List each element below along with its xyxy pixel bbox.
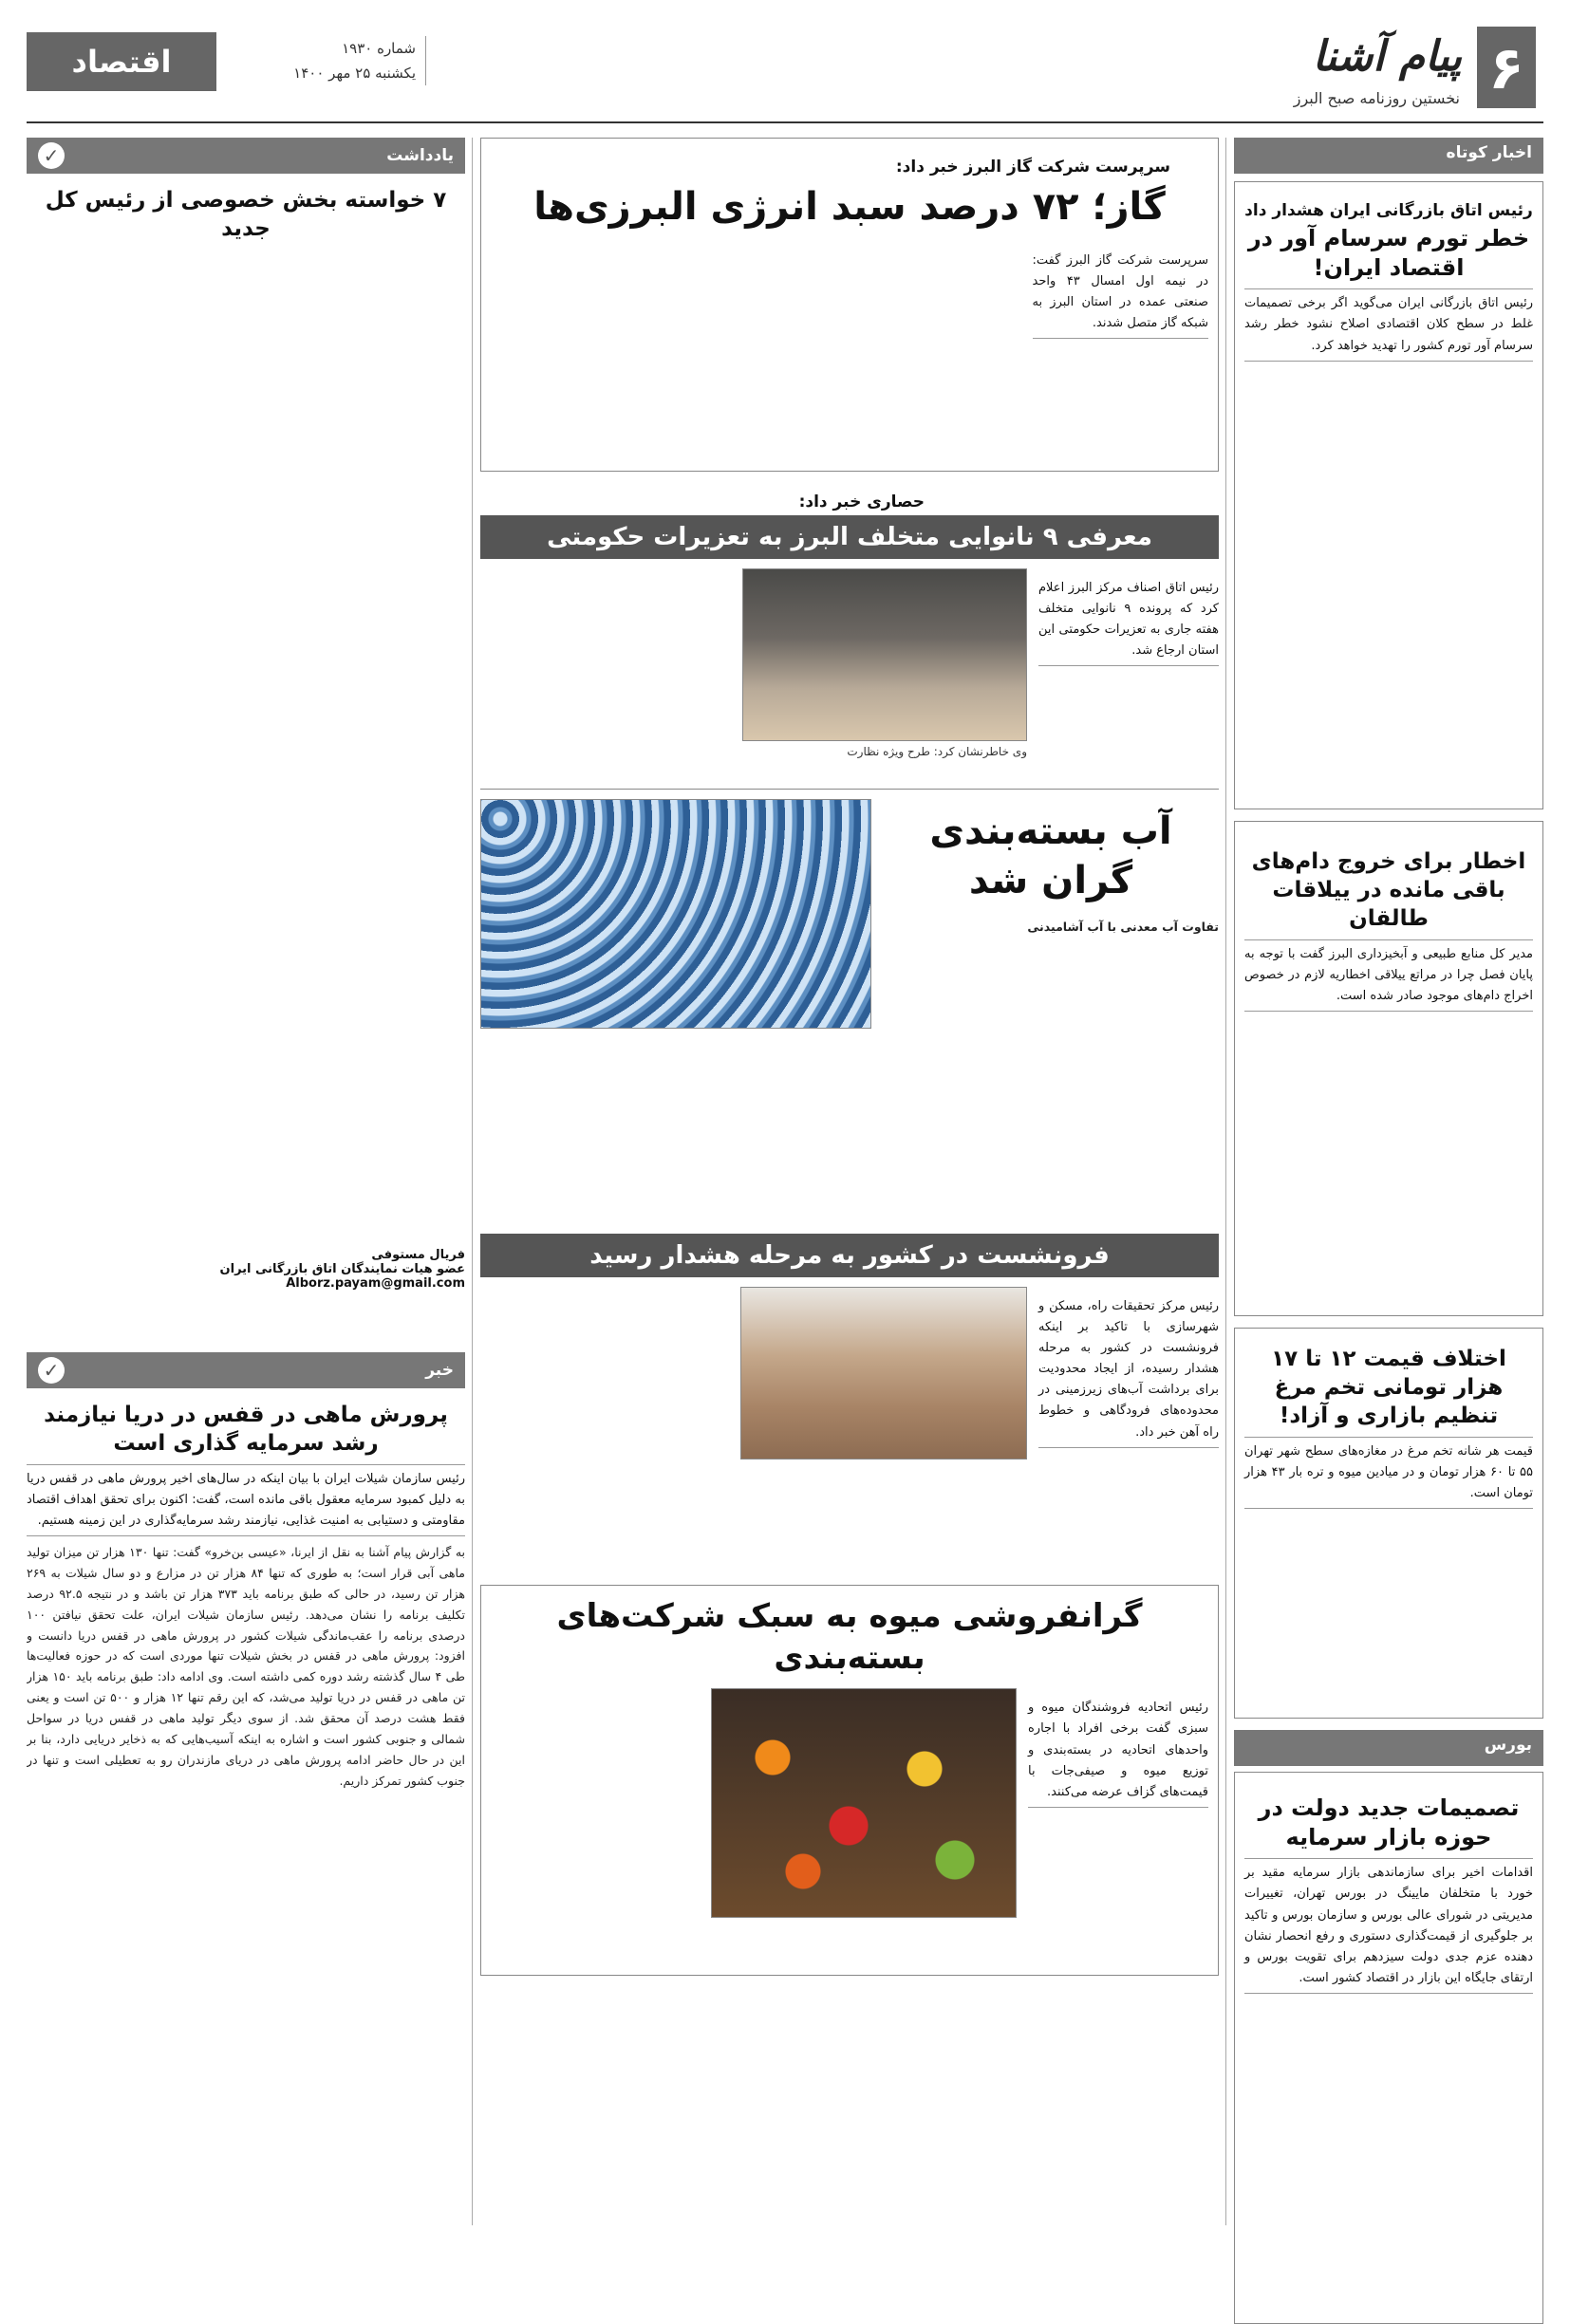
newspaper-logo: پیام آشنا bbox=[1312, 32, 1462, 81]
short-news-label: اخبار کوتاه bbox=[1234, 138, 1543, 174]
article-headline: معرفی ۹ نانوایی متخلف البرز به تعزیرات حکومتی bbox=[480, 515, 1219, 559]
article-lead-column bbox=[1033, 241, 1209, 344]
article-columns bbox=[491, 241, 1208, 344]
article-lead-column bbox=[1028, 1688, 1208, 1918]
checkmark-icon: ✓ bbox=[38, 1357, 65, 1384]
article-headline: ۷ خواسته بخش خصوصی از رئیس کل جدید bbox=[45, 188, 447, 241]
article-row bbox=[480, 799, 1219, 1029]
bourse-label: بورس bbox=[1234, 1730, 1543, 1766]
article-headline: تصمیمات جدید دولت در حوزه بازار سرمایه bbox=[1258, 1794, 1520, 1851]
article-body bbox=[491, 1688, 700, 1918]
article-gas bbox=[480, 138, 1219, 472]
article-body bbox=[27, 253, 465, 1240]
page-number: ۶ bbox=[1477, 27, 1536, 108]
author-title: عضو هیات نمایندگان اتاق بازرگانی ایران bbox=[219, 1261, 465, 1276]
article-headline: اختلاف قیمت ۱۲ تا ۱۷ هزار تومانی تخم مرغ تنظیم بازاری و آزاد! bbox=[1271, 1347, 1506, 1428]
main-news-column bbox=[480, 138, 1219, 2225]
article-text-wrap bbox=[883, 799, 1219, 1029]
article-headline: اخطار برای خروج دام‌های باقی مانده در ییلاقات طالقان bbox=[1251, 849, 1526, 931]
article-lead: رئیس اتاق اصناف مرکز البرز اعلام کرد که پرونده ۹ نانوایی متخلف هفته جاری به تعزیرات حکومتی این استان ارجاع شد. bbox=[1038, 574, 1219, 666]
newspaper-subtitle: نخستین روزنامه صبح البرز bbox=[1293, 89, 1460, 107]
issue-number: شماره ۱۹۳۰ bbox=[342, 40, 416, 57]
article-lead: سرپرست شرکت گاز البرز گفت: در نیمه اول امسال ۴۳ واحد صنعتی عمده در استان البرز به شبکه گاز متصل شدند. bbox=[1033, 247, 1209, 339]
article-lead: رئیس اتحادیه فروشندگان میوه و سبزی گفت برخی افراد با اجاره واحدهای اتحادیه در بسته‌بندی و توزیع میوه و صیفی‌جات با قیمت‌های گزاف عرضه می‌کنند. bbox=[1028, 1694, 1208, 1807]
author-name: فریال مستوفی bbox=[371, 1247, 465, 1262]
section-title: اقتصاد bbox=[27, 32, 216, 91]
article-note bbox=[27, 174, 465, 1341]
bakery-photo-wrap bbox=[742, 568, 1027, 758]
article-kicker: حصاری خبر داد: bbox=[798, 493, 925, 511]
article-body bbox=[480, 1287, 729, 1459]
article-bakery bbox=[480, 483, 1219, 777]
bakery-photo bbox=[742, 568, 1027, 741]
article-columns bbox=[480, 1287, 1219, 1459]
article-headline: گرانفروشی میوه به سبک شرکت‌های بسته‌بندی bbox=[556, 1597, 1143, 1678]
article-headline: پرورش ماهی در قفس در دریا نیازمند رشد سرمایه گذاری است bbox=[44, 1403, 448, 1456]
article-lead-column bbox=[1038, 1287, 1219, 1459]
article-inflation bbox=[1234, 181, 1543, 809]
article-subhead: تفاوت آب معدنی با آب آشامیدنی bbox=[1027, 920, 1219, 934]
short-news-column bbox=[1234, 138, 1543, 2225]
article-bourse bbox=[1234, 1772, 1543, 2324]
article-lead: رئیس اتاق بازرگانی ایران می‌گوید اگر برخی تصمیمات غلط در سطح کلان اقتصادی اصلاح نشود خطر رشد سرسام آور تورم کشور را تهدید خواهد کرد. bbox=[1244, 288, 1533, 361]
opinion-column bbox=[27, 138, 465, 2225]
news-label: خبر bbox=[425, 1361, 454, 1380]
article-livestock bbox=[1234, 821, 1543, 1316]
article-subsidence bbox=[480, 1234, 1219, 1575]
subsidence-photo bbox=[740, 1287, 1027, 1459]
article-eggs bbox=[1234, 1328, 1543, 1719]
article-water bbox=[480, 789, 1219, 1226]
note-label: یادداشت bbox=[386, 146, 454, 165]
water-bottles-photo bbox=[480, 799, 871, 1029]
fruit-stall-photo bbox=[711, 1688, 1017, 1918]
article-body bbox=[480, 568, 731, 758]
article-lead: قیمت هر شانه تخم مرغ در مغازه‌های سطح شهر تهران ۵۵ تا ۶۰ هزار تومان و در میادین میوه و تره بار ۴۳ هزار تومان است. bbox=[1244, 1437, 1533, 1509]
photo-caption: وی خاطرنشان کرد: طرح ویژه نظارت bbox=[847, 745, 1027, 758]
article-body bbox=[491, 241, 1019, 344]
article-headline: خطر تورم سرسام آور در اقتصاد ایران! bbox=[1247, 225, 1530, 282]
news-label-bar bbox=[27, 1352, 465, 1388]
article-lead: مدیر کل منابع طبیعی و آبخیزداری البرز گفت با توجه به پایان فصل چرا در مراتع ییلاقی اخطاریه لازم در خصوص اخراج دام‌های موجود صادر شده است. bbox=[1244, 939, 1533, 1012]
contact-email: Alborz.payam@gmail.com bbox=[286, 1275, 465, 1291]
issue-info bbox=[226, 36, 426, 85]
article-columns bbox=[491, 1688, 1208, 1918]
column-divider bbox=[472, 138, 473, 2225]
article-kicker: سرپرست شرکت گاز البرز خبر داد: bbox=[895, 158, 1170, 177]
checkmark-icon: ✓ bbox=[38, 142, 65, 169]
article-lead: اقدامات اخیر برای سازماندهی بازار سرمایه مقید بر خورد با متخلفان مایینگ در بورس تهران، تغییرات مدیریتی در شورای عالی بورس و سازمان بورس و تاکید بر جلوگیری از قیمت‌گذاری دستوری و رفع انحصار نشان دهنده عزم جدی دولت سیزدهم برای تقویت بورس و ارتقای جایگاه این بازار در اقتصاد کشور است. bbox=[1244, 1858, 1533, 1994]
column-divider bbox=[1225, 138, 1226, 2225]
article-headline: آب بسته‌بندی گران شد bbox=[929, 809, 1172, 902]
article-headline: گاز؛ ۷۲ درصد سبد انرژی البرزی‌ها bbox=[533, 185, 1166, 229]
article-columns bbox=[480, 568, 1219, 758]
article-lead: رئیس مرکز تحقیقات راه، مسکن و شهرسازی با تاکید بر اینکه فرونشست در کشور به مرحله هشدار رسیده، از ایجاد محدودیت برای برداشت آب‌های زیرزمینی در محدوده‌های فرودگاهی و خطوط راه آهن خبر داد. bbox=[1038, 1292, 1219, 1448]
article-fruit bbox=[480, 1585, 1219, 1976]
masthead bbox=[27, 27, 1543, 123]
issue-date: یکشنبه ۲۵ مهر ۱۴۰۰ bbox=[293, 65, 416, 82]
note-label-bar bbox=[27, 138, 465, 174]
article-body: به گزارش پیام آشنا به نقل از ایرنا، «عیسی بن‌خرو» گفت: تنها ۱۳۰ هزار تن میزان تولید ماهی آبی قرار است؛ به طوری که تنها ۸۴ هزار تن در مزارع و دو سال شیلات به ۲۶۹ هزار تن رسید، در حالی که طبق برنامه باید ۳۷۳ هزار تن باشد و در نتیجه ۹۲.۵ درصد تکلیف برنامه را نشان می‌دهد. رئیس سازمان شیلات ایران، علت تحقق نیافتن ۱۰۰ درصدی برنامه را عقب‌ماندگی شیلات کشور در پرورش ماهی در قفس دریا دانست و افزود: پرورش ماهی در قفس در بخش شیلات تنها موردی است که در حوزه فعالیت‌ها طی ۴ سال گذشته رشد دوره کمی داشته است. وی ادامه داد: طبق برنامه باید ۱۵۰ هزار تن ماهی در قفس در دریا تولید می‌شد، که این رقم تنها ۱۲ هزار و ۵۰۰ تن است و یعنی فقط هشت درصد آن محقق شد. از سوی دیگر تولید ماهی در قفس دریا در سواحل شمالی و جنوبی کشور است و اشاره به اینکه آسیب‌هایی که به ذخایر دریایی دارد، بنا بر این در حال حاضر ادامه پرورش ماهی در دریای مازندران رو به تعطیلی است و تنها در جنوب کشور تمرکز داریم. bbox=[27, 1545, 465, 1788]
article-lead-column bbox=[1038, 568, 1219, 758]
article-headline: فرونشست در کشور به مرحله هشدار رسید bbox=[480, 1234, 1219, 1277]
article-lead: رئیس سازمان شیلات ایران با بیان اینکه در سال‌های اخیر پرورش ماهی در قفس دریا به دلیل کمبود سرمایه معقول باقی مانده است، گفت: اکنون برای تحقق اهداف اقتصاد مقاومتی و دستیابی به امنیت غذایی، نیازمند رشد سرمایه‌گذاری در این زمینه هستیم. bbox=[27, 1464, 465, 1536]
article-fish bbox=[27, 1388, 465, 2015]
article-kicker: رئیس اتاق بازرگانی ایران هشدار داد bbox=[1244, 201, 1533, 220]
